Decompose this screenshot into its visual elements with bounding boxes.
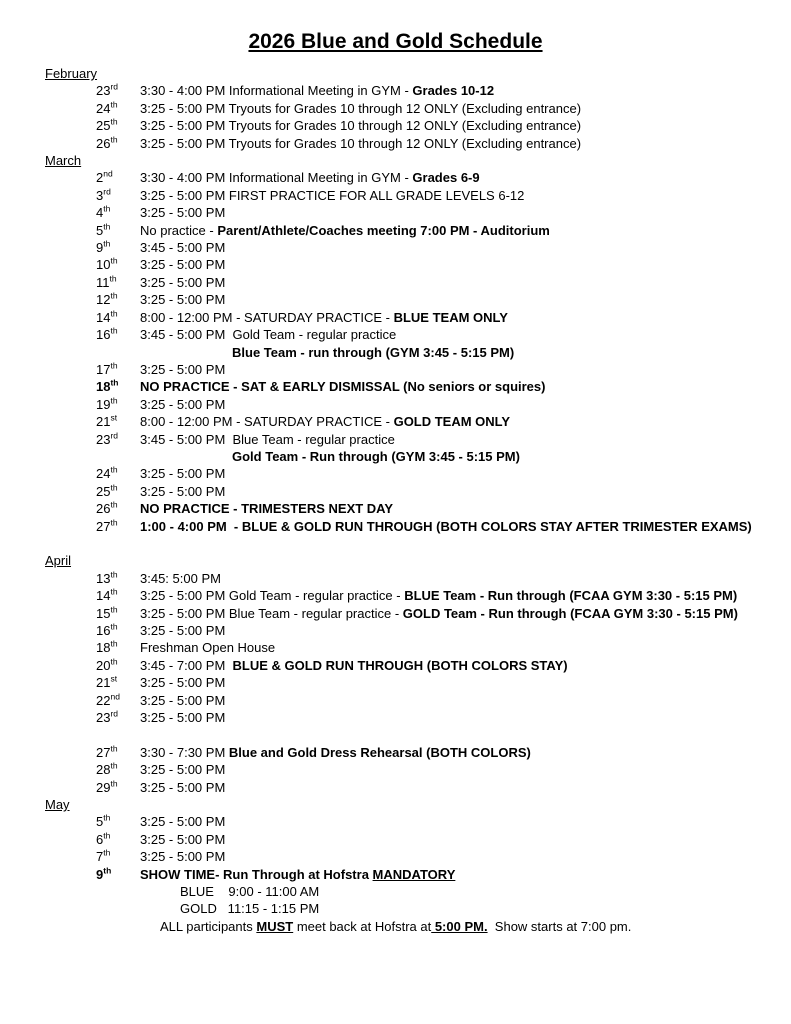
day-label: 24th [96, 99, 118, 116]
text-segment: Parent/Athlete/Coaches meeting 7:00 PM - Auditorium [217, 222, 550, 238]
schedule-row [0, 744, 791, 761]
row-text [180, 900, 319, 917]
text-segment: 3:25 - 5:00 PM Tryouts for Grades 10 through 12 ONLY (Excluding entrance) [140, 100, 582, 116]
text-segment: NO PRACTICE - SAT & EARLY DISMISSAL (No seniors or squires) [140, 379, 546, 395]
day-label: 26th [96, 134, 118, 151]
row-text [140, 274, 225, 291]
text-segment: 1:00 - 4:00 PM - BLUE & GOLD RUN THROUGH (BOTH COLORS STAY AFTER TRIMESTER EXAMS) [140, 518, 752, 534]
text-segment: 3:45 - 5:00 PM Gold Team - regular practice [140, 327, 397, 343]
schedule-row [0, 413, 791, 430]
day-label: 9th [96, 865, 112, 882]
schedule-row [0, 900, 791, 917]
day-ordinal: th [110, 569, 118, 580]
text-segment: 3:30 - 4:00 PM Informational Meeting in GYM - [140, 170, 413, 186]
day-ordinal: th [110, 586, 118, 597]
row-text [140, 100, 581, 117]
day-label: 4th [96, 203, 111, 221]
text-segment: BLUE Team - Run through (FCAA GYM 3:30 - 5:15 PM) [404, 588, 738, 604]
row-text [140, 761, 225, 778]
text-segment: 3:25 - 5:00 PM [140, 361, 226, 377]
month-section [0, 796, 791, 935]
text-segment: 8:00 - 12:00 PM - SATURDAY PRACTICE - [140, 414, 394, 430]
row-text [140, 622, 225, 639]
month-header: May [45, 797, 70, 813]
row-text [140, 518, 752, 535]
text-segment: GOLD 11:15 - 1:15 PM [180, 901, 320, 917]
schedule-row [0, 518, 791, 535]
text-segment: 3:25 - 5:00 PM [140, 675, 226, 691]
schedule-row [0, 378, 791, 395]
schedule-row [0, 431, 791, 448]
day-ordinal: st [110, 673, 118, 684]
day-label: 26th [96, 499, 118, 517]
text-segment: 3:25 - 5:00 PM [140, 257, 226, 273]
month-header: April [45, 553, 72, 569]
day-ordinal: th [110, 499, 118, 510]
text-segment: 3:25 - 5:00 PM [140, 483, 226, 499]
text-segment: 5:00 PM. [431, 918, 488, 934]
day-label: 15th [96, 604, 118, 621]
text-segment: 3:30 - 4:00 PM Informational Meeting in GYM - [140, 83, 413, 99]
day-label: 6th [96, 830, 111, 847]
day-ordinal: th [110, 778, 118, 789]
schedule-row [0, 117, 791, 134]
text-segment: BLUE & GOLD RUN THROUGH (BOTH COLORS STAY) [232, 657, 568, 673]
row-text [232, 448, 520, 465]
text-segment: GOLD Team - Run through (FCAA GYM 3:30 - 5:15 PM) [402, 605, 738, 621]
schedule [0, 65, 791, 935]
row-text [140, 431, 395, 448]
schedule-row [0, 500, 791, 517]
text-segment: 3:25 - 5:00 PM [140, 692, 226, 708]
row-text [140, 465, 225, 482]
row-text [140, 831, 225, 848]
schedule-row [0, 692, 791, 709]
row-text [140, 135, 581, 152]
day-ordinal: th [110, 465, 118, 476]
day-label: 14th [96, 586, 118, 604]
row-text [140, 866, 455, 883]
row-text [140, 674, 225, 691]
day-label: 19th [96, 395, 118, 412]
day-label: 23rd [96, 82, 119, 99]
schedule-row [0, 779, 791, 796]
month-section [0, 65, 791, 152]
day-ordinal: nd [103, 169, 113, 180]
text-segment: 3:25 - 5:00 PM FIRST PRACTICE FOR ALL GRADE LEVELS 6-12 [140, 187, 525, 203]
text-segment: 3:25 - 5:00 PM [140, 292, 226, 308]
schedule-row [0, 309, 791, 326]
schedule-row [0, 187, 791, 204]
day-label: 23rd [96, 708, 119, 726]
row-text [140, 483, 225, 500]
day-ordinal: nd [110, 691, 120, 702]
day-label: 2nd [96, 169, 113, 186]
text-segment: BLUE TEAM ONLY [393, 309, 508, 325]
day-label: 20th [96, 656, 118, 673]
page-title: 2026 Blue and Gold Schedule [248, 30, 543, 53]
text-segment: 3:25 - 5:00 PM Gold Team - regular practice - [140, 588, 405, 604]
row-text [140, 378, 545, 395]
text-segment: 3:25 - 5:00 PM [140, 710, 226, 726]
text-segment: 3:25 - 5:00 PM [140, 396, 226, 412]
day-ordinal: th [103, 847, 111, 858]
day-ordinal: th [110, 308, 118, 319]
row-text [232, 344, 514, 361]
spacer-row [0, 535, 791, 552]
day-ordinal: th [110, 743, 118, 754]
day-label: 11th [96, 273, 117, 290]
schedule-row [0, 82, 791, 99]
day-label: 5th [96, 221, 111, 238]
row-text [140, 848, 225, 865]
schedule-row [0, 831, 791, 848]
day-label: 16th [96, 325, 118, 343]
schedule-row [0, 761, 791, 778]
schedule-row [0, 709, 791, 726]
schedule-row [0, 222, 791, 239]
schedule-row [0, 396, 791, 413]
schedule-row [0, 866, 791, 883]
day-label: 28th [96, 760, 118, 778]
day-ordinal: th [110, 99, 118, 110]
schedule-row [0, 239, 791, 256]
day-ordinal: th [110, 290, 118, 301]
text-segment: 3:25 - 5:00 PM Blue Team - regular practice - [140, 605, 403, 621]
day-ordinal: th [110, 517, 118, 528]
text-segment: Blue Team - run through (GYM 3:45 - 5:15 PM) [232, 344, 515, 360]
day-ordinal: th [110, 256, 118, 267]
text-segment: MUST [256, 918, 294, 934]
schedule-row [0, 605, 791, 622]
day-ordinal: th [109, 273, 117, 284]
text-segment: meet back at Hofstra at [293, 918, 432, 934]
day-ordinal: st [110, 412, 118, 423]
day-ordinal: th [103, 238, 111, 249]
day-ordinal: th [103, 813, 111, 824]
day-ordinal: th [110, 482, 118, 493]
row-text [140, 222, 550, 239]
spacer-row [0, 726, 791, 743]
day-ordinal: th [110, 395, 118, 406]
row-text [180, 883, 319, 900]
text-segment: Grades 10-12 [412, 83, 495, 99]
day-label: 3rd [96, 186, 111, 203]
schedule-row [0, 326, 791, 343]
schedule-row [0, 813, 791, 830]
schedule-row [0, 169, 791, 186]
row-text [140, 813, 225, 830]
text-segment: ALL participants [160, 918, 257, 934]
row-text [140, 396, 225, 413]
day-ordinal: rd [110, 430, 119, 441]
day-label: 23rd [96, 430, 119, 447]
row-text [140, 657, 568, 674]
schedule-row [0, 657, 791, 674]
day-label: 16th [96, 621, 118, 638]
schedule-row [0, 587, 791, 604]
month-section [0, 552, 791, 796]
day-ordinal: th [110, 621, 118, 632]
day-ordinal: rd [103, 186, 111, 197]
day-ordinal: rd [110, 708, 119, 719]
text-segment: Gold Team - Run through (GYM 3:45 - 5:15 PM) [232, 448, 520, 464]
day-ordinal: th [110, 116, 118, 127]
row-text [140, 500, 393, 517]
day-label: 22nd [96, 691, 120, 708]
text-segment: Freshman Open House [140, 640, 276, 656]
schedule-row [0, 361, 791, 378]
text-segment: 3:25 - 5:00 PM [140, 831, 226, 847]
day-ordinal: th [110, 360, 118, 371]
row-text [140, 239, 225, 256]
day-label: 7th [96, 847, 111, 865]
text-segment: 3:45 - 7:00 PM [140, 657, 233, 673]
row-text [140, 256, 225, 273]
schedule-row [0, 204, 791, 221]
text-segment: MANDATORY [372, 866, 456, 882]
row-text [160, 918, 631, 935]
row-text [140, 82, 494, 99]
schedule-row [0, 135, 791, 152]
day-ordinal: th [103, 221, 111, 232]
month-header: March [45, 153, 82, 169]
day-label: 29th [96, 778, 118, 795]
text-segment: 3:25 - 5:00 PM [140, 814, 226, 830]
text-segment: No practice - [140, 222, 218, 238]
schedule-row [0, 622, 791, 639]
text-segment: 3:25 - 5:00 PM [140, 274, 226, 290]
day-label: 10th [96, 256, 118, 273]
text-segment: NO PRACTICE - TRIMESTERS NEXT DAY [140, 501, 394, 517]
month-section [0, 152, 791, 552]
day-label: 21st [96, 673, 118, 691]
schedule-row [0, 674, 791, 691]
text-segment: 3:25 - 5:00 PM Tryouts for Grades 10 through 12 ONLY (Excluding entrance) [140, 118, 582, 134]
text-segment: 3:30 - 7:30 PM [140, 744, 229, 760]
schedule-row [0, 848, 791, 865]
schedule-row [0, 274, 791, 291]
row-text [140, 709, 225, 726]
day-ordinal: rd [110, 82, 119, 93]
day-label: 13th [96, 569, 118, 586]
day-ordinal: th [110, 639, 118, 650]
text-segment: 3:25 - 5:00 PM [140, 762, 226, 778]
row-text [140, 639, 275, 656]
day-ordinal: th [103, 865, 112, 876]
row-text [140, 117, 581, 134]
day-label: 18th [96, 639, 118, 656]
text-segment: SHOW TIME- Run Through at Hofstra [140, 866, 373, 882]
schedule-row [0, 483, 791, 500]
text-segment: 3:45 - 5:00 PM [140, 240, 226, 256]
row-text [140, 361, 225, 378]
text-segment: BLUE 9:00 - 11:00 AM [180, 884, 320, 900]
row-text [140, 204, 225, 221]
day-label: 27th [96, 743, 118, 760]
day-ordinal: th [110, 604, 118, 615]
row-text [140, 291, 225, 308]
day-ordinal: th [110, 760, 118, 771]
row-text [140, 605, 738, 622]
row-text [140, 413, 510, 430]
day-label: 5th [96, 813, 111, 830]
text-segment: 3:25 - 5:00 PM [140, 779, 226, 795]
day-label: 9th [96, 238, 111, 256]
text-segment: 3:25 - 5:00 PM [140, 205, 226, 221]
day-ordinal: th [110, 325, 118, 336]
schedule-row [0, 100, 791, 117]
text-segment: Blue and Gold Dress Rehearsal (BOTH COLORS) [228, 744, 531, 760]
day-label: 12th [96, 290, 118, 308]
row-text [140, 169, 480, 186]
text-segment: Show starts at 7:00 pm. [487, 918, 632, 934]
text-segment: 3:25 - 5:00 PM [140, 622, 226, 638]
row-text [140, 309, 508, 326]
text-segment: 3:45 - 5:00 PM Blue Team - regular practice [140, 431, 395, 447]
day-label: 18th [96, 377, 119, 395]
row-text [140, 187, 524, 204]
day-ordinal: th [103, 203, 111, 214]
text-segment: 8:00 - 12:00 PM - SATURDAY PRACTICE - [140, 309, 394, 325]
text-segment: 3:25 - 5:00 PM [140, 466, 226, 482]
day-label: 21st [96, 412, 118, 430]
row-text [140, 692, 225, 709]
day-label: 25th [96, 482, 118, 499]
day-ordinal: th [110, 377, 119, 388]
text-segment: GOLD TEAM ONLY [393, 414, 511, 430]
row-text [140, 326, 396, 343]
text-segment: 3:45: 5:00 PM [140, 570, 221, 586]
day-ordinal: th [103, 830, 111, 841]
schedule-row [0, 918, 791, 935]
day-label: 17th [96, 360, 118, 377]
row-text [140, 744, 531, 761]
row-text [140, 587, 737, 604]
text-segment: Grades 6-9 [412, 170, 480, 186]
schedule-row [0, 448, 791, 465]
day-label: 14th [96, 308, 118, 325]
schedule-row [0, 465, 791, 482]
day-label: 25th [96, 116, 118, 134]
text-segment: 3:25 - 5:00 PM Tryouts for Grades 10 through 12 ONLY (Excluding entrance) [140, 135, 582, 151]
day-ordinal: th [110, 656, 118, 667]
schedule-row [0, 570, 791, 587]
day-ordinal: th [110, 134, 118, 145]
day-label: 27th [96, 517, 118, 534]
text-segment: 3:25 - 5:00 PM [140, 849, 226, 865]
row-text [140, 570, 221, 587]
schedule-row [0, 256, 791, 273]
day-label: 24th [96, 465, 118, 482]
schedule-row [0, 639, 791, 656]
schedule-row [0, 883, 791, 900]
schedule-row [0, 344, 791, 361]
schedule-row [0, 291, 791, 308]
month-header: February [45, 66, 98, 81]
row-text [140, 779, 225, 796]
